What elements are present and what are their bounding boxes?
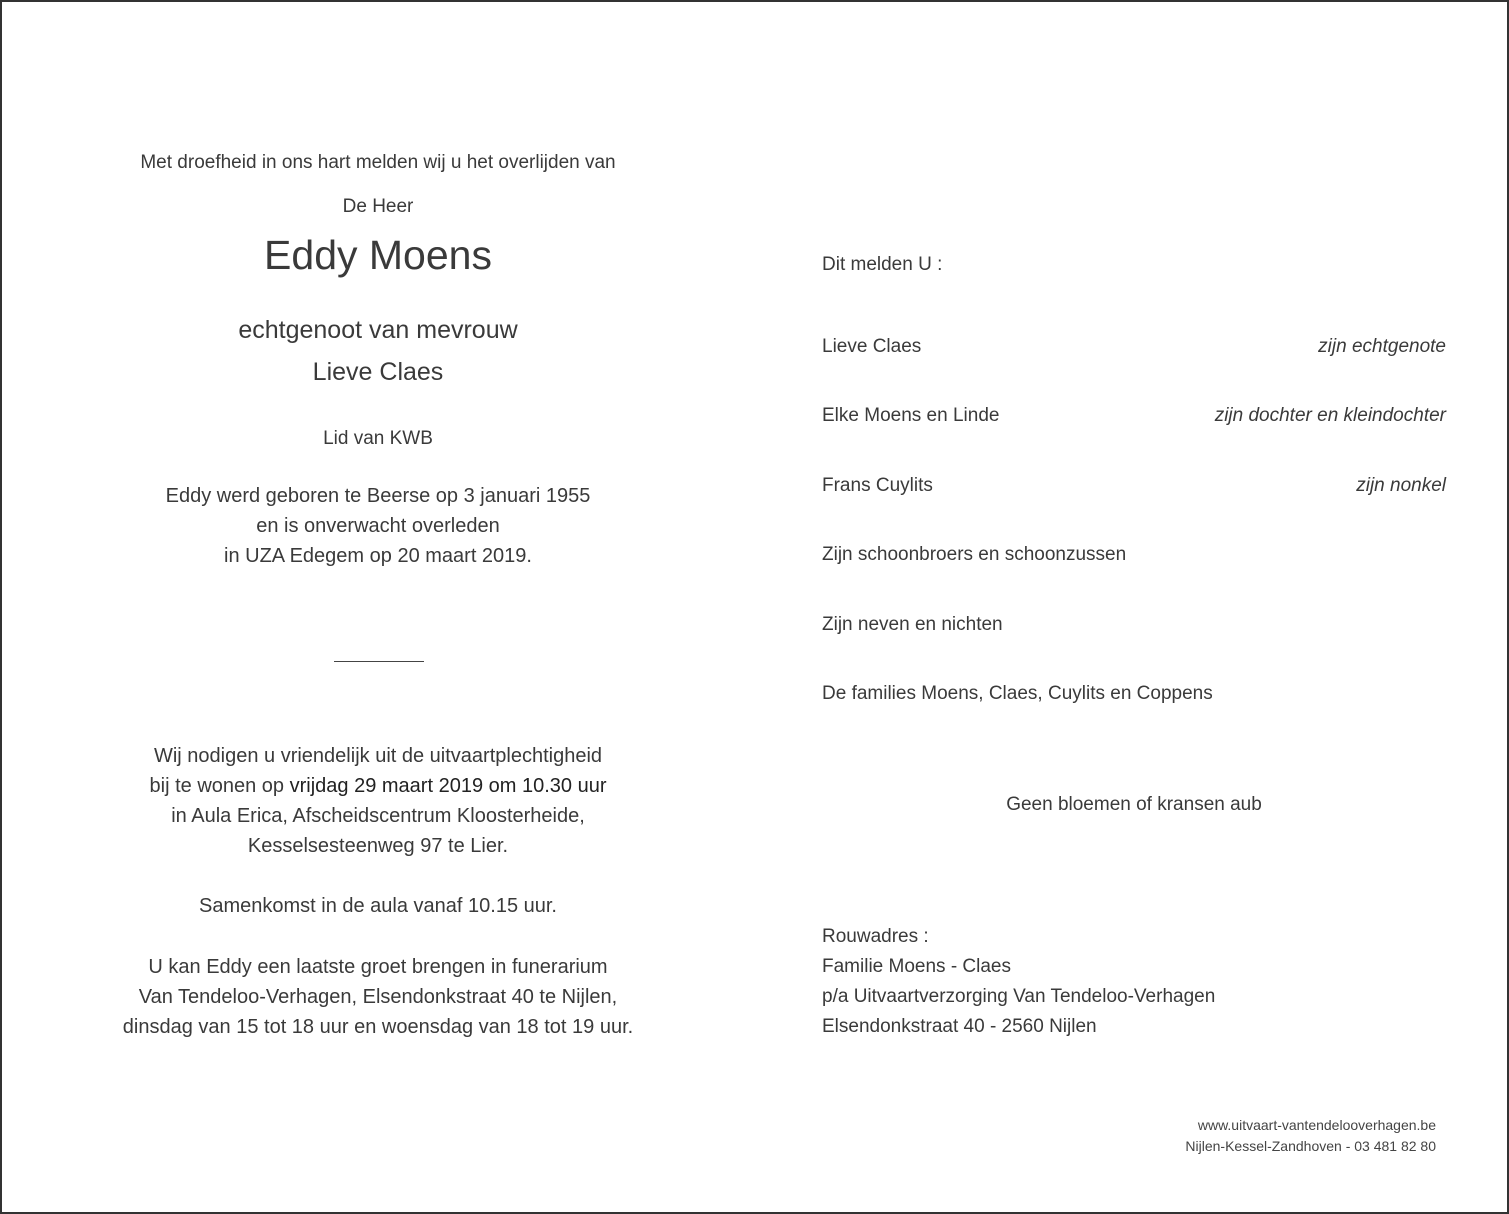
family-name: Zijn neven en nichten [822, 614, 1003, 635]
family-relation: zijn echtgenote [1318, 336, 1446, 357]
invitation-line: Kesselsesteenweg 97 te Lier. [247, 835, 509, 857]
address-line: p/a Uitvaartverzorging Van Tendeloo-Verhagen [822, 986, 1216, 1007]
address-line: Elsendonkstraat 40 - 2560 Nijlen [822, 1016, 1097, 1037]
announce-label: Dit melden U : [822, 254, 943, 275]
family-name: De families Moens, Claes, Cuylits en Coppens [822, 683, 1213, 704]
visitation-line: dinsdag van 15 tot 18 uur en woensdag van 18 tot 19 uur. [122, 1016, 634, 1038]
ceremony-date: vrijdag 29 maart 2019 om 10.30 uur [289, 775, 607, 797]
invitation-line [78, 775, 678, 798]
deceased-name: Eddy Moens [264, 232, 492, 278]
membership: Lid van KWB [323, 428, 433, 449]
visitation-line: U kan Eddy een laatste groet brengen in funerarium [148, 956, 608, 978]
invitation-line: in Aula Erica, Afscheidscentrum Kloosterheide, [171, 805, 585, 827]
salutation: De Heer [342, 196, 414, 217]
spouse-name: Lieve Claes [312, 358, 444, 386]
family-name: Frans Cuylits [822, 475, 933, 496]
family-name: Lieve Claes [822, 336, 922, 357]
visitation-line: Van Tendeloo-Verhagen, Elsendonkstraat 40 te Nijlen, [138, 986, 618, 1008]
intro-text: Met droefheid in ons hart melden wij u het overlijden van [140, 152, 616, 173]
footer-contact: Nijlen-Kessel-Zandhoven - 03 481 82 80 [1185, 1138, 1436, 1154]
gathering-text: Samenkomst in de aula vanaf 10.15 uur. [198, 895, 557, 917]
family-relation: zijn dochter en kleindochter [1214, 405, 1446, 426]
address-line: Familie Moens - Claes [822, 956, 1011, 977]
invitation-prefix: bij te wonen op [149, 775, 290, 797]
divider [334, 661, 424, 662]
family-name: Zijn schoonbroers en schoonzussen [822, 544, 1127, 565]
spouse-label: echtgenoot van mevrouw [238, 316, 518, 344]
bio-line: Eddy werd geboren te Beerse op 3 januari 1955 [165, 485, 591, 507]
address-label: Rouwadres : [822, 926, 929, 947]
flowers-note: Geen bloemen of kransen aub [1006, 794, 1262, 815]
bio-line: en is onverwacht overleden [256, 515, 500, 537]
bio-line: in UZA Edegem op 20 maart 2019. [224, 545, 532, 567]
family-name: Elke Moens en Linde [822, 405, 1000, 426]
footer-website: www.uitvaart-vantendelooverhagen.be [1197, 1117, 1436, 1133]
family-relation: zijn nonkel [1356, 475, 1446, 496]
invitation-line: Wij nodigen u vriendelijk uit de uitvaartplechtigheid [153, 745, 603, 767]
